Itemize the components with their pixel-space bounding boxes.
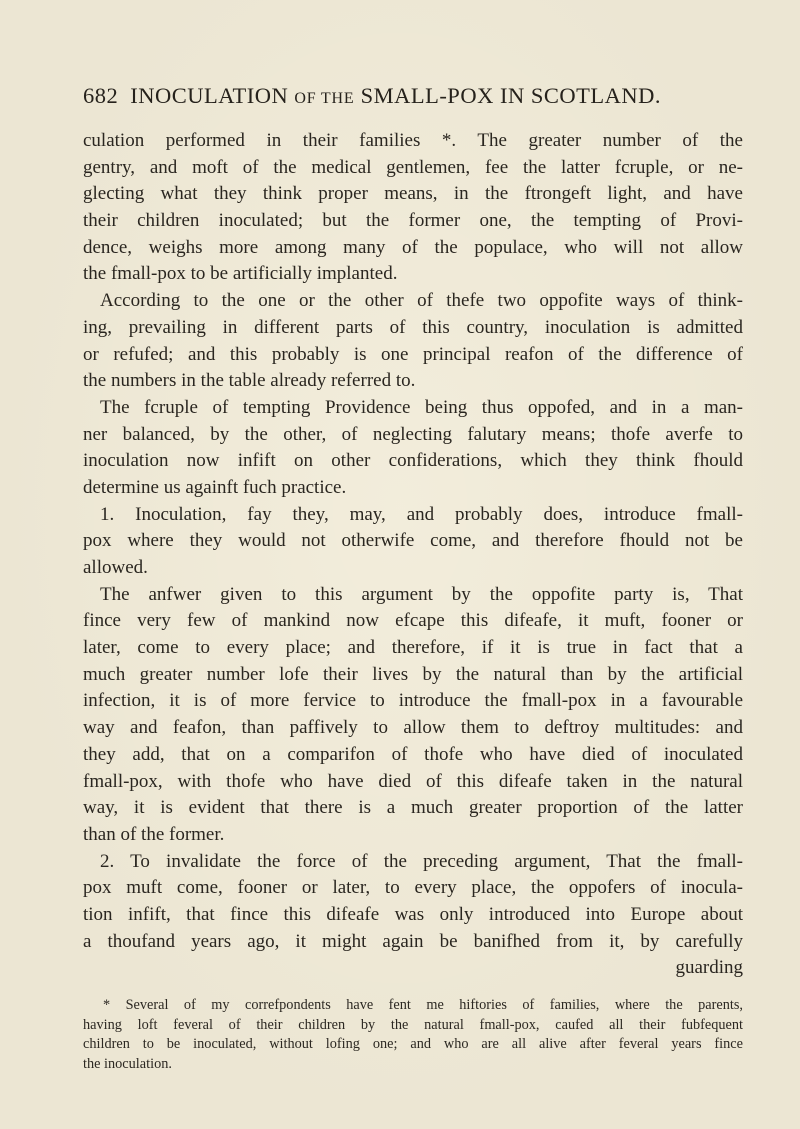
text-line: infection, it is of more fervice to introduce the fmall-pox in a favourable: [83, 690, 743, 712]
text-line: dence, weighs more among many of the populace, who will not allow: [83, 236, 743, 258]
text-line: the numbers in the table already referred to.: [83, 370, 416, 392]
text-line: pox where they would not otherwife come, and therefore fhould not be: [83, 530, 743, 552]
text-line: pox muft come, fooner or later, to every place, the oppofers of inocula-: [83, 877, 743, 899]
text-line: ing, prevailing in different parts of this country, inoculation is admitted: [83, 316, 743, 338]
text-line: glecting what they think proper means, in the ftrongeft light, and have: [83, 183, 743, 205]
text-line: ner balanced, by the other, of neglecting falutary means; thofe averfe to: [83, 423, 743, 445]
text-line: tion infift, that fince this difeafe was only introduced into Europe about: [83, 903, 743, 925]
text-line: inoculation now infift on other confiderations, which they think fhould: [83, 450, 743, 472]
text-line: determine us againft fuch practice.: [83, 476, 347, 498]
text-line: their children inoculated; but the former one, the tempting of Provi-: [83, 210, 743, 232]
text-line: later, come to every place; and therefore, if it is true in fact that a: [83, 637, 743, 659]
footnote-line: having loft feveral of their children by the natural fmall-pox, caufed all their fubfequent: [83, 1016, 743, 1033]
text-line: gentry, and moft of the medical gentlemen, fee the latter fcruple, or ne-: [83, 156, 743, 178]
text-line: The anfwer given to this argument by the oppofite party is, That: [100, 583, 743, 605]
running-head: [83, 83, 743, 109]
text-line: way and feafon, than paffively to allow them to deftroy multitudes: and: [83, 717, 743, 739]
text-line: much greater number lofe their lives by the natural than by the artificial: [83, 663, 743, 685]
body-text: [83, 128, 743, 982]
text-line: According to the one or the other of thefe two oppofite ways of think-: [100, 290, 743, 312]
text-line: fince very few of mankind now efcape this difeafe, it muft, fooner or: [83, 610, 743, 632]
text-line: allowed.: [83, 557, 148, 578]
text-line: 2. To invalidate the force of the preceding argument, That the fmall-: [100, 850, 743, 872]
text-line: a thoufand years ago, it might again be banifhed from it, by carefully: [83, 930, 743, 952]
footnote-line: children to be inoculated, without lofing one; and who are all alive after feveral years fince: [83, 1036, 743, 1053]
footnote: [83, 996, 743, 1074]
running-title-of-the: OF THE: [294, 90, 355, 107]
catchword: guarding: [675, 957, 743, 979]
running-title-inoculation: INOCULATION: [130, 83, 289, 108]
text-line: than of the former.: [83, 823, 225, 845]
text-line: culation performed in their families *. The greater number of the: [83, 130, 743, 151]
text-line: 1. Inoculation, fay they, may, and probably does, introduce fmall-: [100, 503, 743, 525]
footnote-line: the inoculation.: [83, 1055, 172, 1072]
text-line: fmall-pox, with thofe who have died of this difeafe taken in the natural: [83, 770, 743, 792]
text-line: The fcruple of tempting Providence being thus oppofed, and in a man-: [100, 396, 743, 418]
text-line: the fmall-pox to be artificially implanted.: [83, 263, 398, 285]
text-line: or refufed; and this probably is one principal reafon of the difference of: [83, 343, 743, 365]
text-line: they add, that on a comparifon of thofe who have died of inoculated: [83, 743, 743, 765]
footnote-line: * Several of my correfpondents have fent me hiftories of families, where the parents,: [103, 997, 743, 1013]
running-title-smallpox-scotland: SMALL-POX IN SCOTLAND.: [360, 83, 661, 108]
text-line: way, it is evident that there is a much greater proportion of the latter: [83, 797, 743, 819]
page-number: 682: [83, 83, 119, 108]
